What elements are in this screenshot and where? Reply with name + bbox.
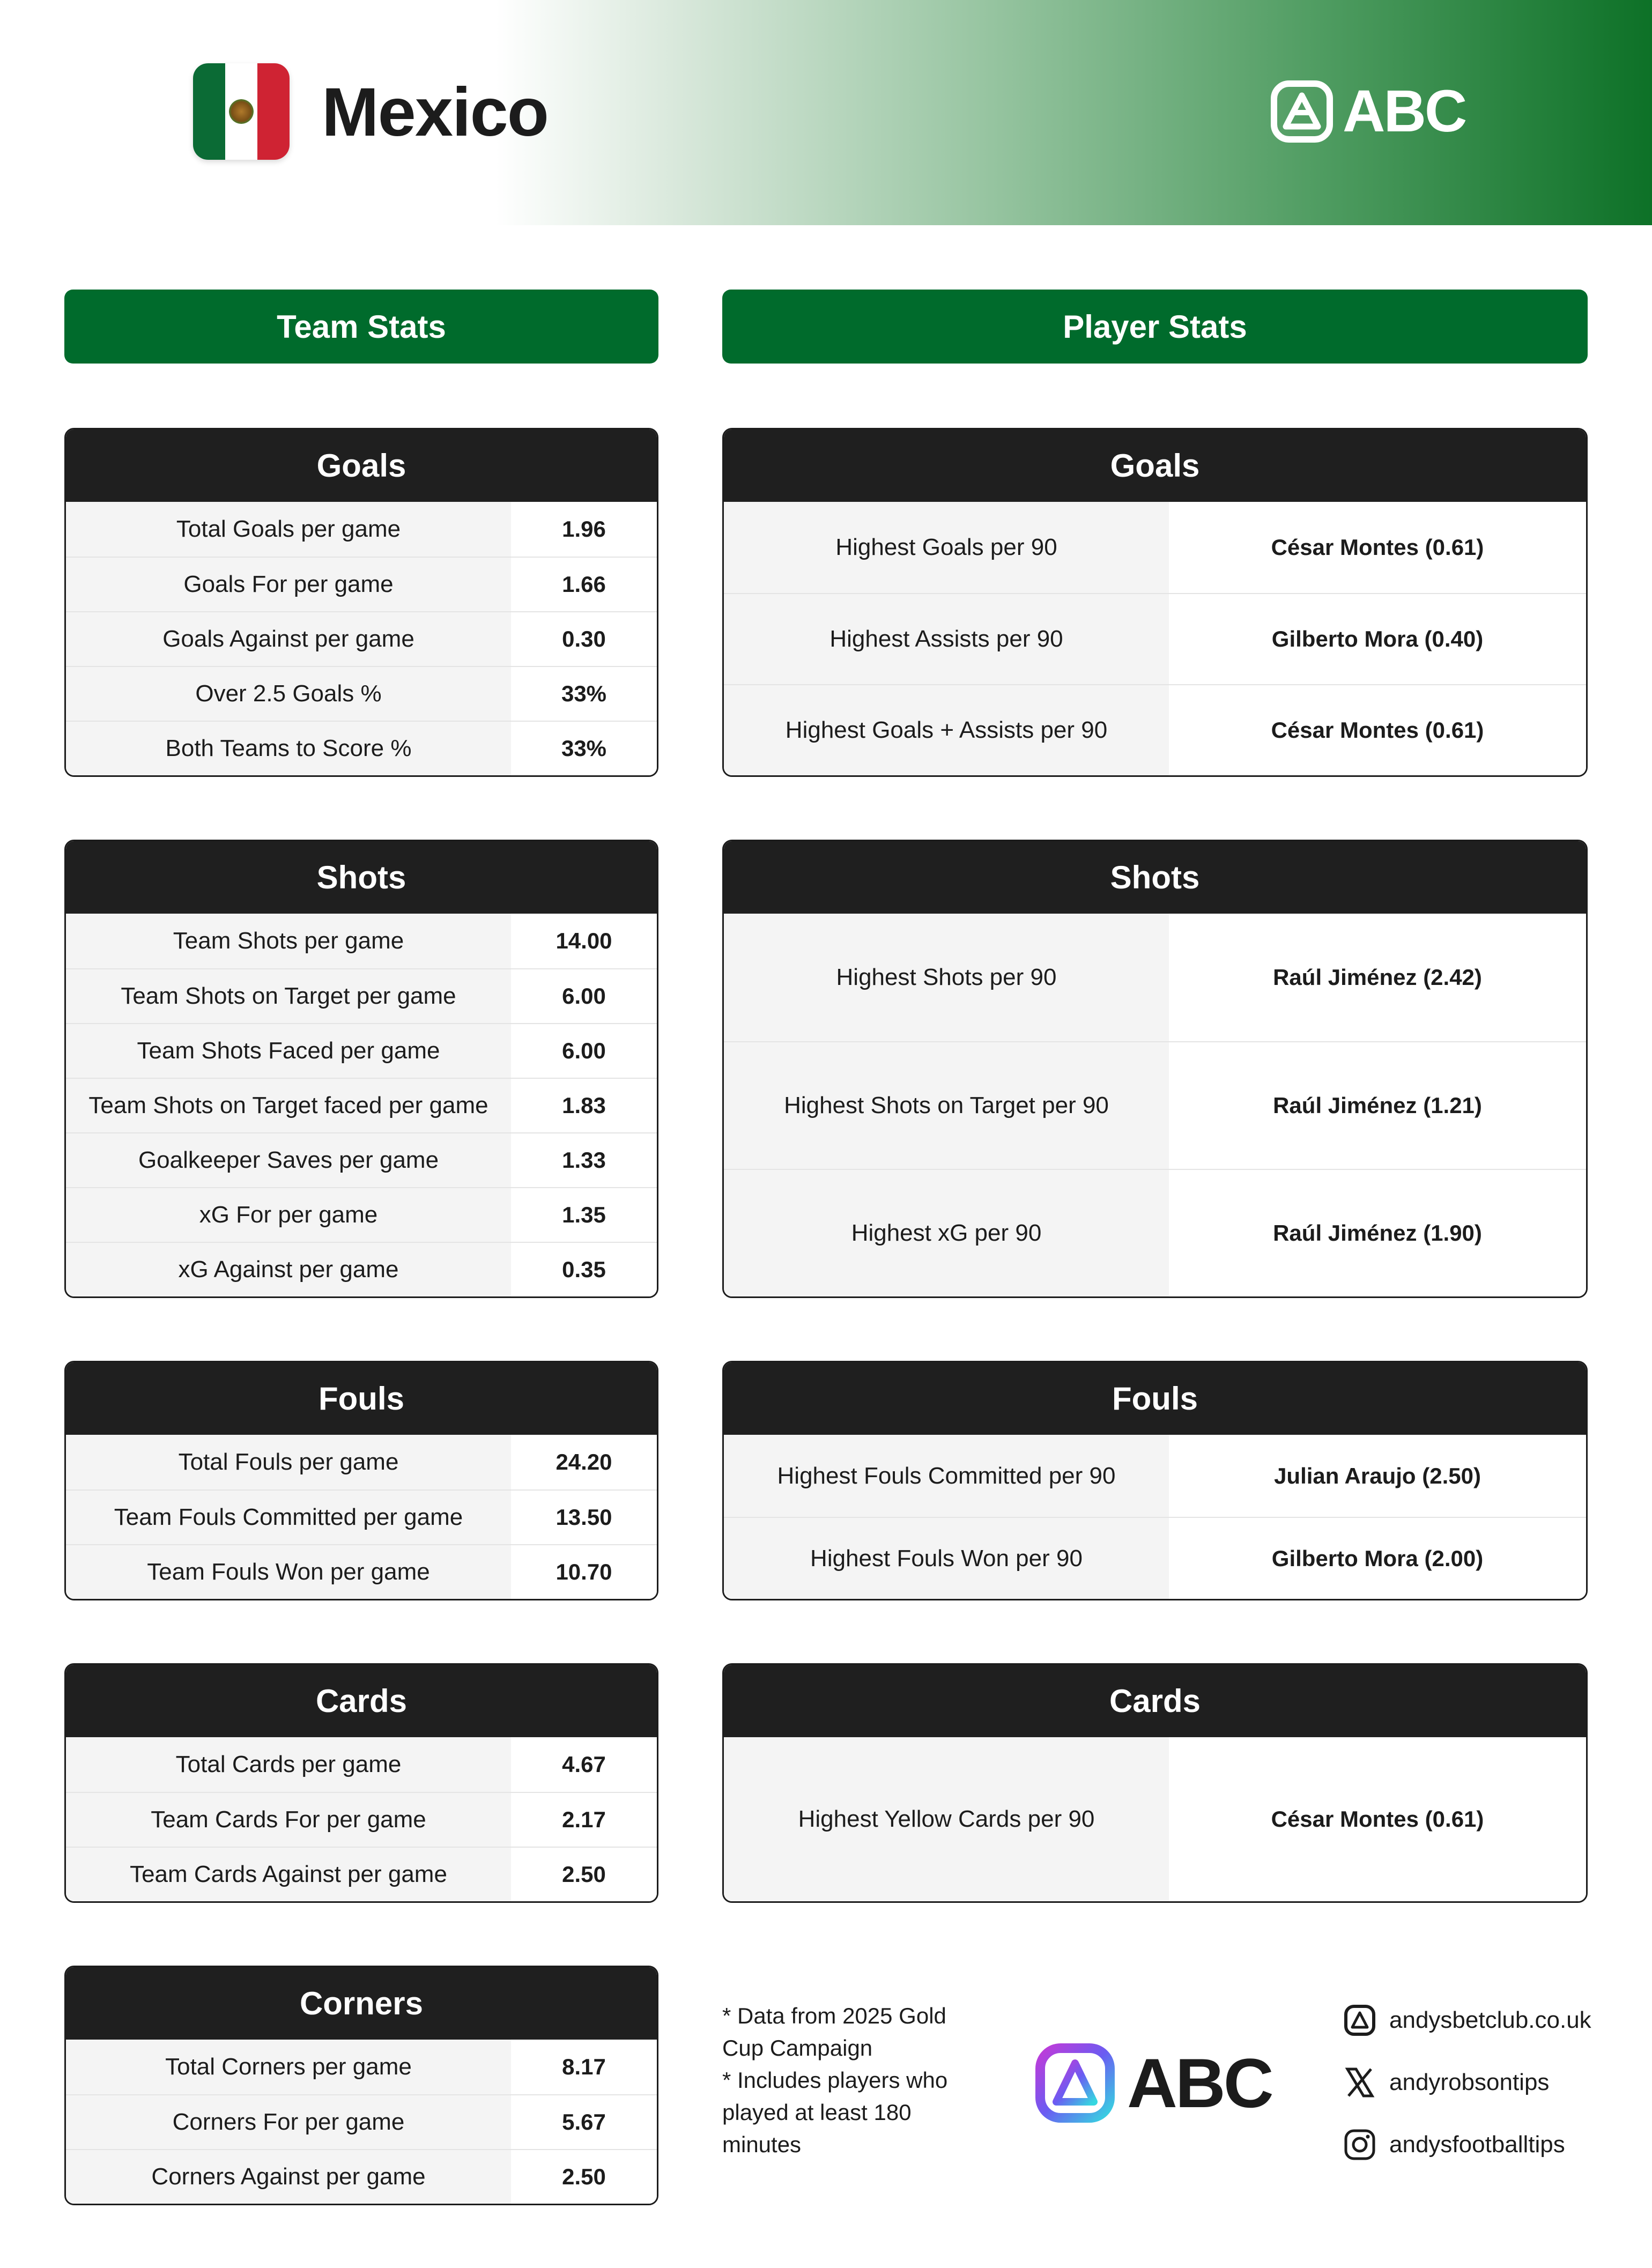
stat-label: Team Shots per game <box>66 914 511 968</box>
stat-label: Team Shots on Target per game <box>66 969 511 1023</box>
stat-value: 0.35 <box>511 1243 657 1296</box>
abc-logo-icon <box>1270 79 1334 144</box>
stat-value: Julian Araujo (2.50) <box>1169 1435 1586 1517</box>
stat-value: Gilberto Mora (2.00) <box>1169 1518 1586 1599</box>
stat-value: 2.50 <box>511 1848 657 1901</box>
stat-row <box>66 1847 657 1901</box>
footer-logo <box>1035 2043 1272 2123</box>
stat-value: 6.00 <box>511 1024 657 1078</box>
team-stats-heading: Team Stats <box>64 290 658 364</box>
social-links <box>1343 2003 1591 2162</box>
stat-value: César Montes (0.61) <box>1169 502 1586 593</box>
footnote <box>722 2000 990 2161</box>
mexico-flag-icon <box>193 63 290 160</box>
footnote-data-source: * Data from 2025 Gold Cup Campaign <box>722 2003 946 2061</box>
stat-row <box>66 914 657 968</box>
stat-value: 4.67 <box>511 1737 657 1792</box>
stat-value: 13.50 <box>511 1491 657 1544</box>
stat-row <box>724 1169 1586 1296</box>
stat-value: César Montes (0.61) <box>1169 1737 1586 1901</box>
stat-row <box>66 1489 657 1544</box>
stat-row <box>66 611 657 666</box>
abc-gradient-logo-icon <box>1035 2043 1115 2123</box>
player-goals-rows <box>724 502 1586 775</box>
x-icon <box>1343 2066 1376 2099</box>
stat-value: 1.83 <box>511 1079 657 1132</box>
team-shots-card <box>64 840 658 1298</box>
brand-logo <box>1270 79 1465 144</box>
player-goals-card <box>722 428 1588 777</box>
stat-value: Raúl Jiménez (2.42) <box>1169 914 1586 1041</box>
stat-label: Goalkeeper Saves per game <box>66 1133 511 1187</box>
player-shots-rows <box>724 914 1586 1296</box>
team-fouls-title: Fouls <box>66 1362 657 1435</box>
stat-row <box>724 593 1586 684</box>
stat-label: Highest Assists per 90 <box>724 594 1169 684</box>
stat-label: Total Cards per game <box>66 1737 511 1792</box>
stat-row <box>66 1242 657 1296</box>
stat-value: 2.50 <box>511 2150 657 2204</box>
stat-value: 1.33 <box>511 1133 657 1187</box>
stat-row <box>66 2094 657 2149</box>
stat-label: Corners For per game <box>66 2095 511 2149</box>
player-goals-title: Goals <box>724 429 1586 502</box>
stat-label: Over 2.5 Goals % <box>66 667 511 721</box>
player-stats-heading: Player Stats <box>722 290 1588 364</box>
stat-row <box>66 502 657 557</box>
stat-row <box>724 1041 1586 1169</box>
abc-logo-icon <box>1343 2004 1376 2037</box>
stat-label: Team Cards For per game <box>66 1793 511 1847</box>
team-fouls-card <box>64 1361 658 1600</box>
stat-value: 2.17 <box>511 1793 657 1847</box>
social-website[interactable] <box>1343 2003 1591 2038</box>
instagram-icon <box>1343 2128 1376 2161</box>
player-cards-card <box>722 1663 1588 1903</box>
stat-value: Gilberto Mora (0.40) <box>1169 594 1586 684</box>
stat-value: 0.30 <box>511 612 657 666</box>
stat-label: Team Fouls Won per game <box>66 1545 511 1599</box>
player-fouls-rows <box>724 1435 1586 1599</box>
stat-row <box>66 1023 657 1078</box>
stat-row <box>66 1792 657 1847</box>
stat-label: Total Fouls per game <box>66 1435 511 1489</box>
stat-value: 1.96 <box>511 502 657 557</box>
stat-label: Highest Fouls Won per 90 <box>724 1518 1169 1599</box>
team-fouls-rows <box>66 1435 657 1599</box>
player-shots-card <box>722 840 1588 1298</box>
social-x[interactable] <box>1343 2065 1591 2100</box>
stat-value: 6.00 <box>511 969 657 1023</box>
stat-label: Highest Shots on Target per 90 <box>724 1042 1169 1169</box>
stat-row <box>724 914 1586 1041</box>
stat-row <box>66 1078 657 1132</box>
header <box>0 0 1652 225</box>
team-shots-title: Shots <box>66 841 657 914</box>
stat-label: Highest Goals + Assists per 90 <box>724 685 1169 775</box>
stat-row <box>724 684 1586 775</box>
stat-label: Highest Shots per 90 <box>724 914 1169 1041</box>
stat-value: Raúl Jiménez (1.90) <box>1169 1170 1586 1296</box>
team-goals-rows <box>66 502 657 775</box>
stat-row <box>724 1737 1586 1901</box>
team-goals-title: Goals <box>66 429 657 502</box>
team-cards-title: Cards <box>66 1665 657 1737</box>
team-shots-rows <box>66 914 657 1296</box>
stat-value: 33% <box>511 667 657 721</box>
stat-row <box>66 1187 657 1242</box>
stat-row <box>724 1517 1586 1599</box>
website-handle: andysbetclub.co.uk <box>1389 2007 1591 2033</box>
player-shots-title: Shots <box>724 841 1586 914</box>
stat-label: Highest Goals per 90 <box>724 502 1169 593</box>
stat-value: 33% <box>511 722 657 775</box>
stat-value: 14.00 <box>511 914 657 968</box>
stat-row <box>66 721 657 775</box>
stat-value: 24.20 <box>511 1435 657 1489</box>
stat-row <box>66 666 657 721</box>
footnote-minutes: * Includes players who played at least 180 minutes <box>722 2067 948 2157</box>
stat-value: César Montes (0.61) <box>1169 685 1586 775</box>
team-cards-rows <box>66 1737 657 1901</box>
player-cards-rows <box>724 1737 1586 1901</box>
stat-row <box>66 2149 657 2204</box>
stat-label: Team Shots on Target faced per game <box>66 1079 511 1132</box>
stat-label: xG Against per game <box>66 1243 511 1296</box>
x-handle: andyrobsontips <box>1389 2069 1550 2095</box>
player-cards-title: Cards <box>724 1665 1586 1737</box>
stat-label: Team Shots Faced per game <box>66 1024 511 1078</box>
stat-value: 1.35 <box>511 1188 657 1242</box>
stat-label: Highest Yellow Cards per 90 <box>724 1737 1169 1901</box>
stat-label: Highest Fouls Committed per 90 <box>724 1435 1169 1517</box>
stat-label: Team Fouls Committed per game <box>66 1491 511 1544</box>
stat-row <box>66 557 657 611</box>
footer-logo-text: ABC <box>1127 2044 1272 2122</box>
stat-label: Team Cards Against per game <box>66 1848 511 1901</box>
stat-label: xG For per game <box>66 1188 511 1242</box>
stat-row <box>66 1737 657 1792</box>
stat-value: 10.70 <box>511 1545 657 1599</box>
stat-label: Corners Against per game <box>66 2150 511 2204</box>
country-title: Mexico <box>322 74 548 151</box>
stat-value: Raúl Jiménez (1.21) <box>1169 1042 1586 1169</box>
stat-row <box>66 2040 657 2094</box>
team-cards-card <box>64 1663 658 1903</box>
stat-label: Total Corners per game <box>66 2040 511 2094</box>
stat-row <box>66 1132 657 1187</box>
stat-row <box>66 968 657 1023</box>
brand-text: ABC <box>1343 78 1466 144</box>
stat-label: Highest xG per 90 <box>724 1170 1169 1296</box>
instagram-handle: andysfootballtips <box>1389 2131 1565 2158</box>
social-instagram[interactable] <box>1343 2127 1591 2162</box>
player-fouls-card <box>722 1361 1588 1600</box>
team-corners-rows <box>66 2040 657 2204</box>
stat-value: 5.67 <box>511 2095 657 2149</box>
stat-label: Goals For per game <box>66 558 511 611</box>
stat-row <box>66 1544 657 1599</box>
team-corners-title: Corners <box>66 1967 657 2040</box>
stat-row <box>66 1435 657 1489</box>
stat-value: 1.66 <box>511 558 657 611</box>
stat-value: 8.17 <box>511 2040 657 2094</box>
team-goals-card <box>64 428 658 777</box>
stat-label: Goals Against per game <box>66 612 511 666</box>
stat-label: Total Goals per game <box>66 502 511 557</box>
team-corners-card <box>64 1966 658 2205</box>
stat-row <box>724 1435 1586 1517</box>
stat-label: Both Teams to Score % <box>66 722 511 775</box>
stat-row <box>724 502 1586 593</box>
player-fouls-title: Fouls <box>724 1362 1586 1435</box>
